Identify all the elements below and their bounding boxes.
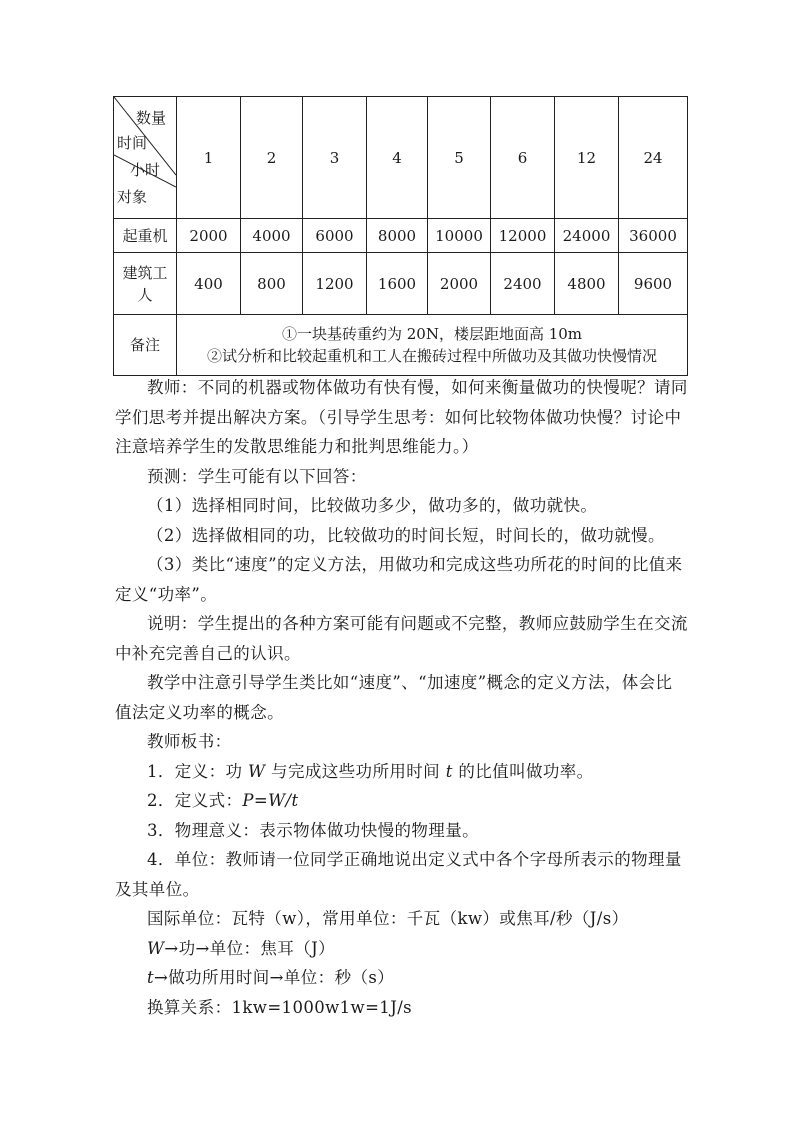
header-cell: 1 [177, 97, 241, 219]
table-cell: 10000 [428, 219, 491, 253]
table-cell: 1600 [367, 253, 428, 315]
table-cell: 400 [177, 253, 241, 315]
table-cell: 2000 [428, 253, 491, 315]
paragraph-teacher-question: 教师：不同的机器或物体做功有快有慢，如何来衡量做功的快慢呢？请同学们思考并提出解决方案。（引导学生思考：如何比较物体做功快慢？讨论中注意培养学生的发散思维能力和批判思维能力。） [115, 378, 688, 456]
header-cell: 2 [241, 97, 303, 219]
variable-w: W [248, 761, 266, 781]
variable-t: t [445, 761, 453, 781]
text-span: 与完成这些功所用时间 [265, 761, 446, 781]
paragraph-answer-1: （1）选择相同时间，比较做功多少，做功多的，做功就快。 [147, 496, 598, 515]
row-label-line1: 建筑工 [122, 263, 168, 282]
diagonal-header-cell [114, 97, 177, 219]
table-cell: 2000 [177, 219, 241, 253]
formula: P=W/t [242, 791, 299, 810]
paragraph-conversion: 换算关系：1kw=1000w1w=1J/s [147, 997, 413, 1017]
diag-label-quantity: 数量 [136, 109, 167, 127]
diag-label-time: 时间 [117, 134, 148, 152]
paragraph-prediction: 预测：学生可能有以下回答： [147, 466, 367, 486]
paragraph-si-units: 国际单位：瓦特（w），常用单位：千瓦（kw）或焦耳/秒（J/s） [147, 909, 629, 928]
note-content [177, 315, 688, 376]
diag-label-hours: 小时 [130, 161, 161, 179]
table-row-crane [114, 219, 688, 253]
text-span: →功→单位：焦耳（J） [164, 938, 336, 958]
text-span: 的比值叫做功率。 [452, 761, 594, 781]
note-label: 备注 [114, 315, 177, 376]
header-cell: 4 [367, 97, 428, 219]
table-cell: 2400 [491, 253, 555, 315]
table-cell: 12000 [491, 219, 555, 253]
variable-w: W [147, 938, 165, 958]
table-cell: 36000 [619, 219, 688, 253]
paragraph-teaching-note: 教学中注意引导学生类比如“速度”、“加速度”概念的定义方法，体会比值法定义功率的概念。 [115, 673, 673, 722]
table-row-note [114, 315, 688, 376]
table-cell: 8000 [367, 219, 428, 253]
diag-label-object: 对象 [117, 188, 148, 206]
row-label-line2: 人 [137, 285, 153, 304]
variable-t: t [147, 968, 155, 987]
text-span: →做功所用时间→单位：秒（s） [154, 968, 395, 987]
table-cell: 4800 [555, 253, 619, 315]
header-cell: 24 [619, 97, 688, 219]
table-cell: 9600 [619, 253, 688, 315]
table-cell: 6000 [303, 219, 367, 253]
table-header-row [114, 97, 688, 219]
work-comparison-table [113, 96, 688, 376]
note-line-2: ②试分析和比较起重机和工人在搬砖过程中所做功及其做功快慢情况 [206, 347, 657, 365]
paragraph-formula [115, 786, 689, 816]
text-span: 2．定义式： [147, 791, 243, 810]
paragraph-units: 4．单位：教师请一位同学正确地说出定义式中各个字母所表示的物理量及其单位。 [115, 850, 682, 899]
text-span: 1．定义：功 [147, 761, 249, 781]
paragraph-work-unit [115, 934, 689, 964]
header-cell: 5 [428, 97, 491, 219]
table-cell: 4000 [241, 219, 303, 253]
table-row-worker [114, 253, 688, 315]
body-text [115, 373, 689, 1022]
row-label: 起重机 [114, 219, 177, 253]
table-cell: 800 [241, 253, 303, 315]
header-cell: 12 [555, 97, 619, 219]
paragraph-time-unit [115, 963, 689, 993]
note-line-1: ①一块基砖重约为 20N，楼层距地面高 10m [281, 325, 583, 343]
paragraph-blackboard: 教师板书： [147, 732, 232, 751]
table-cell: 24000 [555, 219, 619, 253]
paragraph-physical-meaning: 3．物理意义：表示物体做功快慢的物理量。 [147, 820, 479, 840]
row-label [114, 253, 177, 315]
header-cell: 3 [303, 97, 367, 219]
header-cell: 6 [491, 97, 555, 219]
paragraph-answer-3: （3）类比“速度”的定义方法，用做功和完成这些功所花的时间的比值来定义“功率”。 [115, 555, 683, 604]
paragraph-definition [115, 757, 689, 787]
paragraph-explanation: 说明：学生提出的各种方案可能有问题或不完整，教师应鼓励学生在交流中补充完善自己的认识。 [115, 614, 688, 663]
paragraph-answer-2: （2）选择做相同的功，比较做功的时间长短，时间长的，做功就慢。 [147, 525, 665, 545]
table-cell: 1200 [303, 253, 367, 315]
